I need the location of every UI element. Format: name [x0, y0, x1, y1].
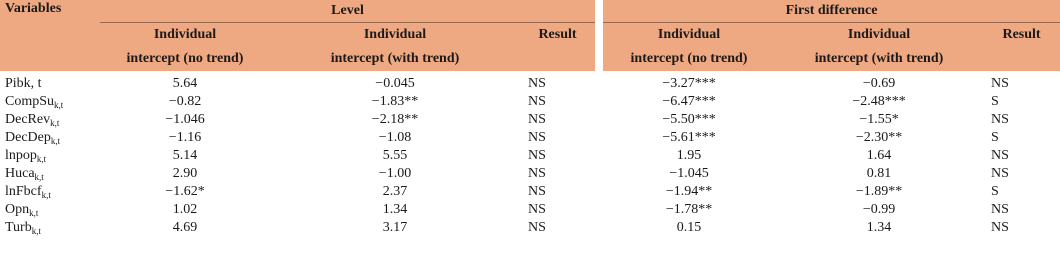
diff-no-trend-cell: −5.61*** [662, 129, 716, 145]
level-with-trend-cell: 1.34 [382, 201, 408, 217]
level-result-cell: NS [528, 147, 546, 163]
level-with-trend-cell: −2.18** [371, 111, 419, 127]
level-no-trend-cell: 5.14 [172, 147, 198, 163]
level-result-cell: NS [528, 93, 546, 109]
level-no-trend-cell: 4.69 [172, 219, 198, 235]
variable-name-cell [0, 218, 100, 236]
level-no-trend-cell: 2.90 [172, 165, 198, 181]
level-no-trend-cell: 5.64 [172, 75, 198, 91]
diff-with-trend-cell: −0.99 [862, 201, 896, 217]
group-gap [595, 71, 603, 92]
level-result-header: Result [520, 23, 595, 48]
group-gap [595, 218, 603, 236]
level-no-trend-cell: −1.046 [165, 111, 205, 127]
level-with-trend-cell: −1.00 [378, 165, 412, 181]
variable-subscript: k,t [29, 207, 39, 218]
level-with-trend-cell: 5.55 [382, 147, 408, 163]
table-row [0, 218, 1060, 236]
variable-name: Opn [5, 201, 30, 217]
diff-result-cell: NS [991, 147, 1009, 163]
diff-result-cell: NS [991, 219, 1009, 235]
variable-name: Turb [5, 219, 32, 235]
header-row-groups [0, 0, 1060, 23]
variable-subscript: k,t [50, 117, 60, 128]
diff-no-trend-cell: −6.47*** [662, 93, 716, 109]
diff-no-trend-cell: −1.78** [665, 201, 713, 217]
variable-name: Pibk, t [5, 75, 42, 91]
diff-result-cell: NS [991, 75, 1009, 91]
level-result-cell: NS [528, 111, 546, 127]
diff-with-trend-cell: −1.89** [855, 183, 903, 199]
variable-name: DecDep [5, 129, 51, 145]
table-body [0, 71, 1060, 236]
level-no-trend-header-line2: intercept (no trend) [100, 47, 270, 71]
variable-subscript: k,t [54, 99, 64, 110]
first-difference-group-header: First difference [603, 0, 1060, 23]
diff-with-trend-header-line1: Individual [775, 23, 983, 48]
table-row [0, 71, 1060, 92]
diff-result-cell: NS [991, 201, 1009, 217]
variables-header: Variables [0, 0, 100, 71]
diff-no-trend-cell: 1.95 [676, 147, 702, 163]
table-row [0, 110, 1060, 128]
diff-no-trend-cell: −5.50*** [662, 111, 716, 127]
variable-name: lnpop [5, 147, 37, 163]
table-row [0, 200, 1060, 218]
diff-result-header-blank [983, 47, 1060, 71]
group-gap [595, 128, 603, 146]
level-result-cell: NS [528, 129, 546, 145]
level-with-trend-cell: 3.17 [382, 219, 408, 235]
diff-result-cell: S [991, 183, 999, 199]
level-with-trend-cell: −0.045 [375, 75, 415, 91]
diff-result-cell: S [991, 93, 999, 109]
group-gap [595, 182, 603, 200]
level-result-cell: NS [528, 201, 546, 217]
variable-name-cell [0, 110, 100, 128]
diff-no-trend-header-line1: Individual [603, 23, 775, 48]
diff-with-trend-cell: −2.48*** [852, 93, 906, 109]
diff-no-trend-cell: −1.045 [669, 165, 709, 181]
level-result-cell: NS [528, 165, 546, 181]
variable-subscript: k,t [41, 189, 51, 200]
variable-name-cell [0, 92, 100, 110]
group-gap [595, 23, 603, 48]
diff-with-trend-cell: 0.81 [866, 165, 892, 181]
diff-result-cell: NS [991, 165, 1009, 181]
level-with-trend-header-line1: Individual [270, 23, 520, 48]
level-no-trend-cell: −0.82 [168, 93, 202, 109]
level-no-trend-cell: −1.62* [165, 183, 205, 199]
level-with-trend-header-line2: intercept (with trend) [270, 47, 520, 71]
diff-result-header: Result [983, 23, 1060, 48]
variable-name-cell [0, 164, 100, 182]
table-row [0, 92, 1060, 110]
diff-with-trend-cell: −2.30** [855, 129, 903, 145]
table-row [0, 164, 1060, 182]
diff-with-trend-cell: 1.64 [866, 147, 892, 163]
diff-with-trend-cell: −0.69 [862, 75, 896, 91]
diff-no-trend-cell: −1.94** [665, 183, 713, 199]
diff-no-trend-cell: −3.27*** [662, 75, 716, 91]
table-row [0, 182, 1060, 200]
group-gap [595, 164, 603, 182]
diff-result-cell: S [991, 129, 999, 145]
group-gap [595, 92, 603, 110]
table-row [0, 146, 1060, 164]
level-result-cell: NS [528, 183, 546, 199]
variable-name-cell [0, 182, 100, 200]
variable-subscript: k,t [31, 225, 41, 236]
variable-subscript: k,t [34, 171, 44, 182]
level-no-trend-header-line1: Individual [100, 23, 270, 48]
diff-no-trend-cell: 0.15 [676, 219, 702, 235]
variable-subscript: k,t [36, 153, 47, 164]
variable-name: CompSu [5, 93, 55, 109]
diff-no-trend-header-line2: intercept (no trend) [603, 47, 775, 71]
level-result-cell: NS [528, 219, 546, 235]
group-gap [595, 200, 603, 218]
level-group-header: Level [100, 0, 595, 23]
variable-name-cell [0, 71, 100, 92]
group-gap [595, 0, 603, 23]
group-gap [595, 47, 603, 71]
group-gap [595, 110, 603, 128]
level-result-cell: NS [528, 75, 546, 91]
variable-name-cell [0, 128, 100, 146]
level-with-trend-cell: −1.08 [378, 129, 412, 145]
diff-result-cell: NS [991, 111, 1009, 127]
level-result-header-blank [520, 47, 595, 71]
level-with-trend-cell: 2.37 [382, 183, 408, 199]
table-row [0, 128, 1060, 146]
diff-with-trend-header-line2: intercept (with trend) [775, 47, 983, 71]
header-row-columns-top [0, 23, 1060, 48]
variable-subscript: k,t [50, 135, 61, 146]
variable-name: DecRev [5, 111, 51, 127]
variable-name: lnFbcf [5, 183, 42, 199]
level-no-trend-cell: 1.02 [172, 201, 198, 217]
level-no-trend-cell: −1.16 [168, 129, 202, 145]
variable-name-cell [0, 146, 100, 164]
variable-name-cell [0, 200, 100, 218]
level-with-trend-cell: −1.83** [371, 93, 419, 109]
group-gap [595, 146, 603, 164]
diff-with-trend-cell: 1.34 [866, 219, 892, 235]
header-row-columns-bottom [0, 47, 1060, 71]
diff-with-trend-cell: −1.55* [859, 111, 899, 127]
variable-name: Huca [5, 165, 35, 181]
